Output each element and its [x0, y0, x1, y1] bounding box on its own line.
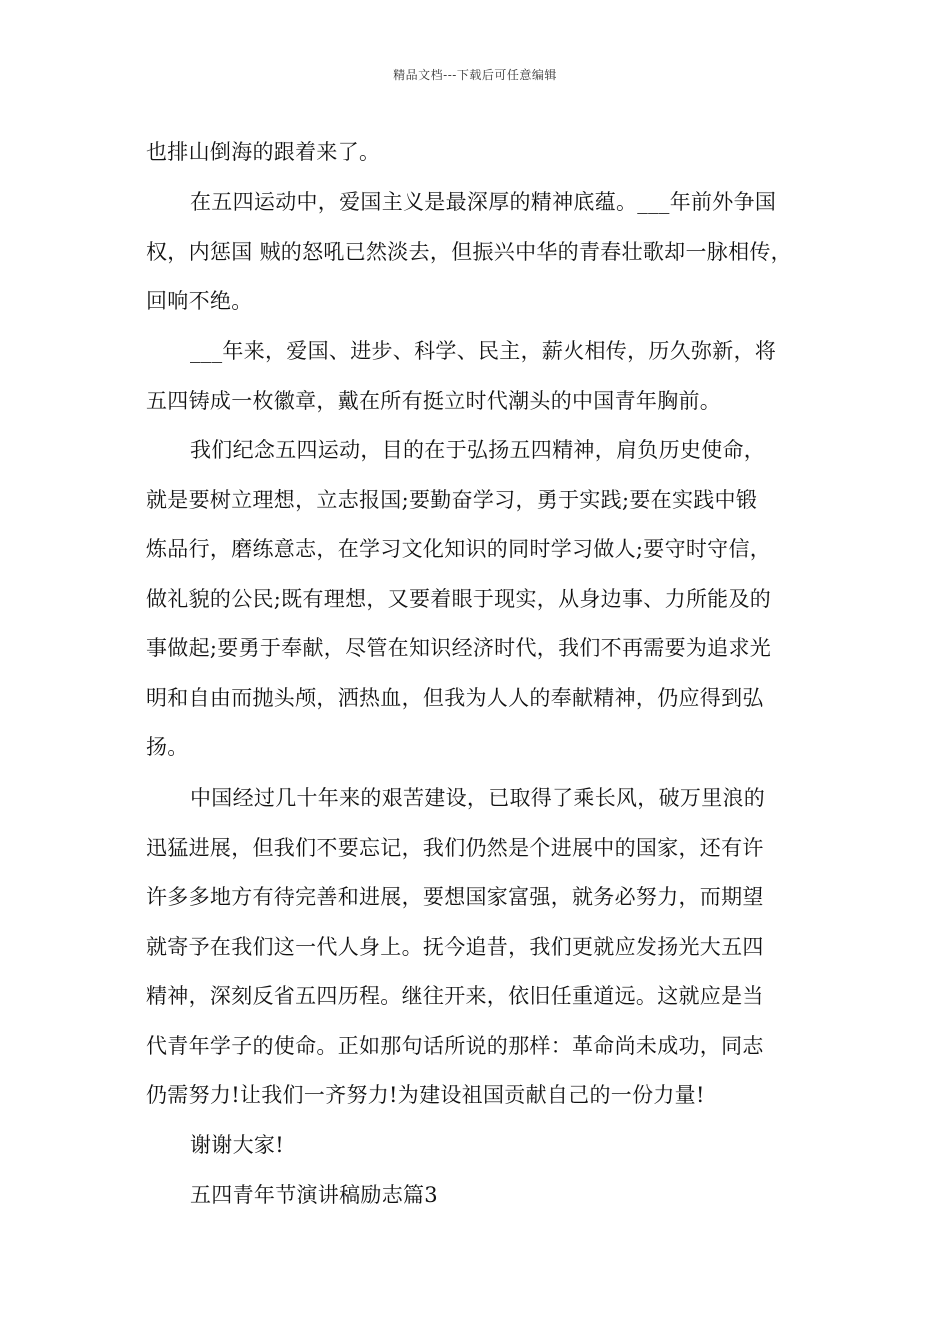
text-line: 回响不绝。: [146, 289, 253, 313]
text-line: 也排山倒海的跟着来了。: [146, 140, 381, 164]
paragraph: [146, 426, 821, 773]
text-line: 五四铸成一枚徽章，戴在所有挺立时代潮头的中国青年胸前。: [146, 388, 722, 413]
text-line: 代青年学子的使命。正如那句话所说的那样：革命尚未成功，同志: [146, 1033, 764, 1058]
text-line: 做礼貌的公民;既有理想，又要着眼于现实，从身边事、力所能及的: [146, 586, 772, 611]
text-line: 仍需努力!让我们一齐努力!为建设祖国贡献自己的一份力量!: [146, 1083, 705, 1107]
page-header: 精品文档---下载后可任意编辑: [393, 68, 557, 82]
text-line: 中国经过几十年来的艰苦建设，已取得了乘长风，破万里浪的: [190, 786, 766, 810]
text-line: 在五四运动中，爱国主义是最深厚的精神底蕴。___年前外争国: [190, 190, 777, 214]
paragraph: [146, 178, 821, 327]
text-line: 权，内惩国 贼的怒吼已然淡去，但振兴中华的青春壮歌却一脉相传，: [146, 239, 792, 264]
text-line: 精神，深刻反省五四历程。继往开来，依旧任重道远。这就应是当: [146, 984, 764, 1008]
body-text: [146, 128, 821, 178]
text-line: ___年来，爱国、进步、科学、民主，薪火相传，历久弥新，将: [190, 339, 777, 363]
text-line: 明和自由而抛头颅，洒热血，但我为人人的奉献精神，仍应得到弘: [146, 685, 764, 710]
text-line: 事做起;要勇于奉献，尽管在知识经济时代，我们不再需要为追求光: [146, 636, 772, 660]
text-line: 谢谢大家!: [190, 1133, 284, 1157]
text-line: 我们纪念五四运动，目的在于弘扬五四精神，肩负历史使命，: [190, 438, 766, 462]
text-line: 许多多地方有待完善和进展，要想国家富强，就务必努力，而期望: [146, 885, 764, 909]
text-line: 就寄予在我们这一代人身上。抚今追昔，我们更就应发扬光大五四: [146, 934, 764, 959]
text-line: 扬。: [146, 735, 189, 759]
section-title: [146, 1171, 821, 1221]
text-line: 五四青年节演讲稿励志篇3: [190, 1183, 438, 1207]
text-line: 炼品行，磨练意志，在学习文化知识的同时学习做人;要守时守信，: [146, 537, 772, 561]
text-line: 就是要树立理想，立志报国;要勤奋学习，勇于实践;要在实践中锻: [146, 487, 758, 512]
paragraph: [146, 327, 821, 426]
paragraph: [146, 774, 821, 1121]
text-line: 迅猛进展，但我们不要忘记，我们仍然是个进展中的国家，还有许: [146, 835, 764, 860]
paragraph: [146, 1121, 821, 1171]
